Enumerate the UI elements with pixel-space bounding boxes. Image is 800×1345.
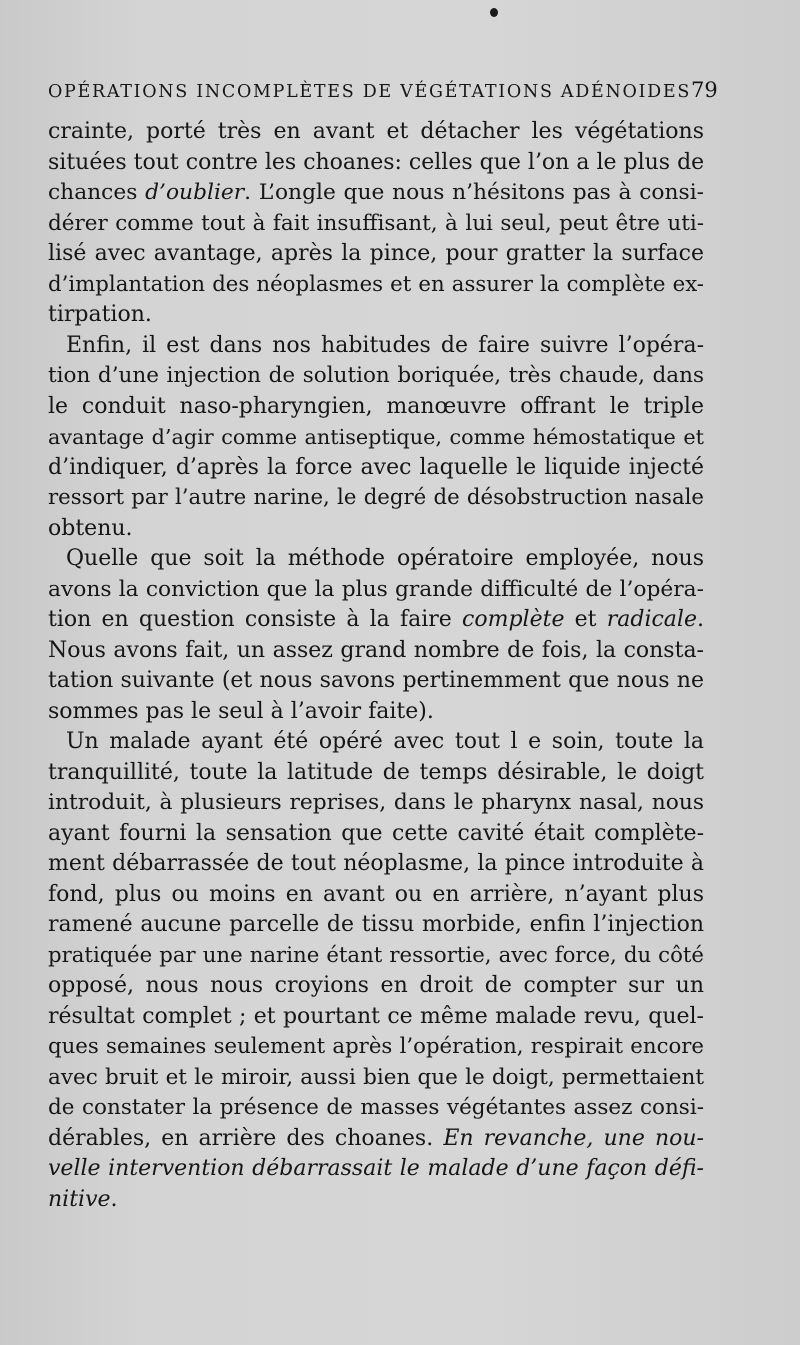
italic-text: complète (462, 607, 565, 632)
text-line: avantage d’agir comme antiseptique, comme hémostatique et (48, 425, 704, 449)
text-line: d’indiquer, d’après la force avec laquelle le liquide injecté (48, 454, 704, 480)
text-line: tion d’une injection de solution boriquée, très chaude, dans (48, 363, 704, 388)
paragraph-start: Enfin, il est dans nos habitudes de faire suivre l’opéra- (66, 332, 704, 358)
text-line: tion en question consiste à la faire complète et radicale. (48, 607, 704, 632)
text-line: fond, plus ou moins en avant ou en arrière, n’ayant plus (48, 881, 704, 907)
text-line: avec bruit et le miroir, aussi bien que le doigt, permettaient (48, 1064, 704, 1090)
text-line: tranquillité, toute la latitude de temps désirable, le doigt (48, 759, 704, 785)
text-line: chances d’oublier. L’ongle que nous n’hésitons pas à consi- (48, 180, 705, 205)
text-line: crainte, porté très en avant et détacher les végétations (48, 119, 704, 144)
ink-spot (490, 8, 498, 17)
text-line: ques semaines seulement après l’opération, respirait encore (48, 1034, 704, 1059)
italic-text: nitive (48, 1186, 111, 1212)
text-line: introduit, à plusieurs reprises, dans le pharynx nasal, nous (48, 790, 704, 815)
text-line: ayant fourni la sensation que cette cavité était complète- (48, 820, 704, 846)
text-line (48, 1154, 704, 1185)
text-line: dérer comme tout à fait insuffisant, à lui seul, peut être uti- (48, 210, 704, 236)
text-line: dérables, en arrière des choanes. En revanche, une nou- (48, 1125, 704, 1151)
paragraph-start: Un malade ayant été opéré avec tout l e soin, toute la (66, 729, 704, 754)
page-number: 79 (691, 78, 718, 102)
text-line: Nous avons fait, un assez grand nombre de fois, la consta- (48, 637, 704, 663)
italic-text: velle intervention débarrassait le malade d’une façon défi- (48, 1156, 704, 1181)
text-line: pratiquée par une narine étant ressortie, avec force, du côté (48, 942, 704, 968)
text-line: le conduit naso-pharyngien, manœuvre offrant le triple (48, 393, 704, 419)
text-line: tation suivante (et nous savons pertinemment que nous ne (48, 668, 704, 693)
italic-text: En revanche, une nou- (443, 1125, 704, 1151)
running-header (48, 78, 718, 102)
text-line: opposé, nous nous croyions en droit de compter sur un (48, 973, 704, 998)
text-line: obtenu. (48, 515, 133, 541)
running-title: OPÉRATIONS INCOMPLÈTES DE VÉGÉTATIONS ADÉNOIDES (48, 82, 692, 102)
text-line: lisé avec avantage, après la pince, pour gratter la surface (48, 241, 704, 266)
text-line: de constater la présence de masses végétantes assez consi- (48, 1095, 704, 1120)
italic-text: d’oublier (145, 180, 245, 205)
body-text (48, 117, 704, 1215)
text-line: ment débarrassée de tout néoplasme, la pince introduite à (48, 851, 704, 876)
text-line: situées tout contre les choanes: celles que l’on a le plus de (48, 149, 705, 175)
text-line: ressort par l’autre narine, le degré de désobstruction nasale (48, 485, 704, 510)
text-line: ramené aucune parcelle de tissu morbide, enfin l’injection (48, 912, 704, 937)
text-line: résultat complet ; et pourtant ce même malade revu, quel- (48, 1003, 704, 1029)
text-line: sommes pas le seul à l’avoir faite). (48, 698, 434, 724)
text-line: tirpation. (48, 302, 152, 327)
italic-text: radicale (606, 607, 697, 632)
text-line: d’implantation des néoplasmes et en assurer la complète ex- (48, 271, 704, 297)
text-line: nitive. (48, 1186, 118, 1212)
text-line: avons la conviction que la plus grande difficulté de l’opéra- (48, 576, 704, 602)
paragraph-start: Quelle que soit la méthode opératoire employée, nous (66, 546, 704, 571)
